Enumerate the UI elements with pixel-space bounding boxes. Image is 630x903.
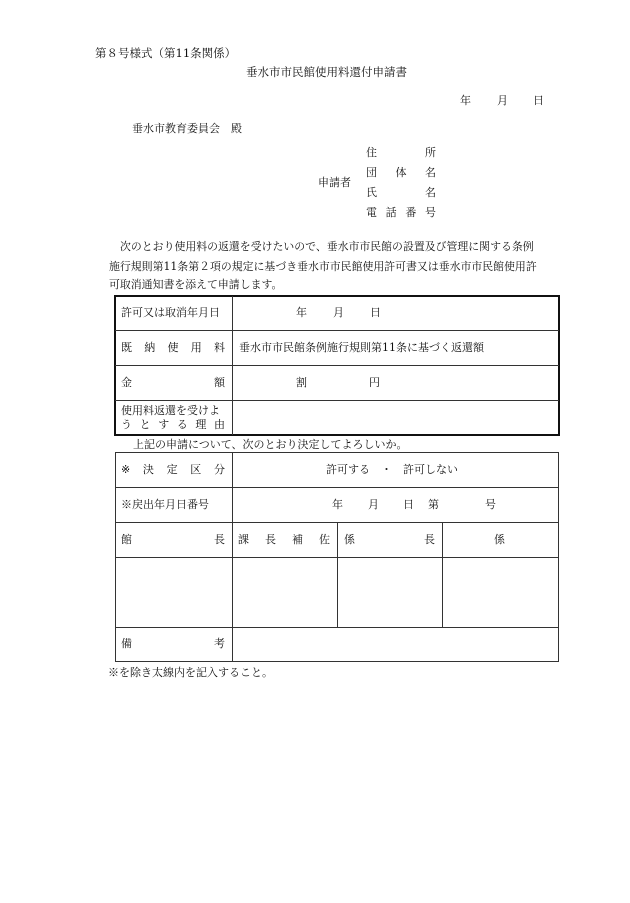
stamp-kakaricho-label: 係 長 <box>344 533 435 546</box>
paid-fee-value: 垂水市市民館条例施行規則第11条に基づく返還額 <box>239 341 484 354</box>
amount-label: 金 額 <box>121 376 225 389</box>
applicant-phone-label: 電 話 番 号 <box>366 206 436 219</box>
return-date-month: 月 <box>368 498 379 511</box>
return-date-year: 年 <box>332 498 343 511</box>
return-date-day: 日 <box>403 498 414 511</box>
return-number-dai: 第 <box>428 498 439 511</box>
stamp-kacho-hosa-label: 課 長 補 佐 <box>238 533 330 546</box>
applicant-address-label: 住 所 <box>366 146 436 159</box>
stamp-kancho-label: 館 長 <box>121 533 225 546</box>
footnote: ※を除き太線内を記入すること。 <box>108 666 273 679</box>
date-month-label: 月 <box>497 94 508 107</box>
refund-reason-label-line2: う と す る 理 由 <box>121 418 225 431</box>
refund-reason-label-line1: 使用料返還を受けよ <box>121 404 220 417</box>
stamp-kakari-label: 係 <box>494 533 505 546</box>
applicant-label: 申請者 <box>318 176 351 189</box>
paid-fee-label: 既 納 使 用 料 <box>121 341 225 354</box>
decision-type-value: 許可する ・ 許可しない <box>326 463 458 476</box>
permit-date-day: 日 <box>370 306 381 319</box>
permit-date-label: 許可又は取消年月日 <box>121 306 220 319</box>
remarks-label: 備 考 <box>121 637 225 650</box>
amount-rate-unit: 割 <box>296 376 307 389</box>
return-number-go: 号 <box>485 498 496 511</box>
form-number: 第８号様式（第11条関係） <box>95 46 237 60</box>
document-title: 垂水市市民館使用料還付申請書 <box>246 65 407 79</box>
date-year-label: 年 <box>460 94 471 107</box>
date-day-label: 日 <box>533 94 544 107</box>
permit-date-year: 年 <box>296 306 307 319</box>
permit-date-month: 月 <box>333 306 344 319</box>
applicant-name-label: 氏 名 <box>366 186 436 199</box>
body-line-2: 施行規則第11条第２項の規定に基づき垂水市市民館使用許可書又は垂水市市民館使用許 <box>109 260 537 273</box>
applicant-group-name-label: 団 体 名 <box>366 166 436 179</box>
decision-intro: 上記の申請について、次のとおり決定してよろしいか。 <box>133 438 408 451</box>
decision-type-label: ※ 決 定 区 分 <box>121 463 225 476</box>
addressee: 垂水市教育委員会 殿 <box>132 122 242 135</box>
amount-yen-unit: 円 <box>369 376 380 389</box>
return-date-number-label: ※戻出年月日番号 <box>121 498 209 511</box>
body-line-3: 可取消通知書を添えて申請します。 <box>109 278 283 291</box>
body-line-1: 次のとおり使用料の返還を受けたいので、垂水市市民館の設置及び管理に関する条例 <box>120 240 534 253</box>
